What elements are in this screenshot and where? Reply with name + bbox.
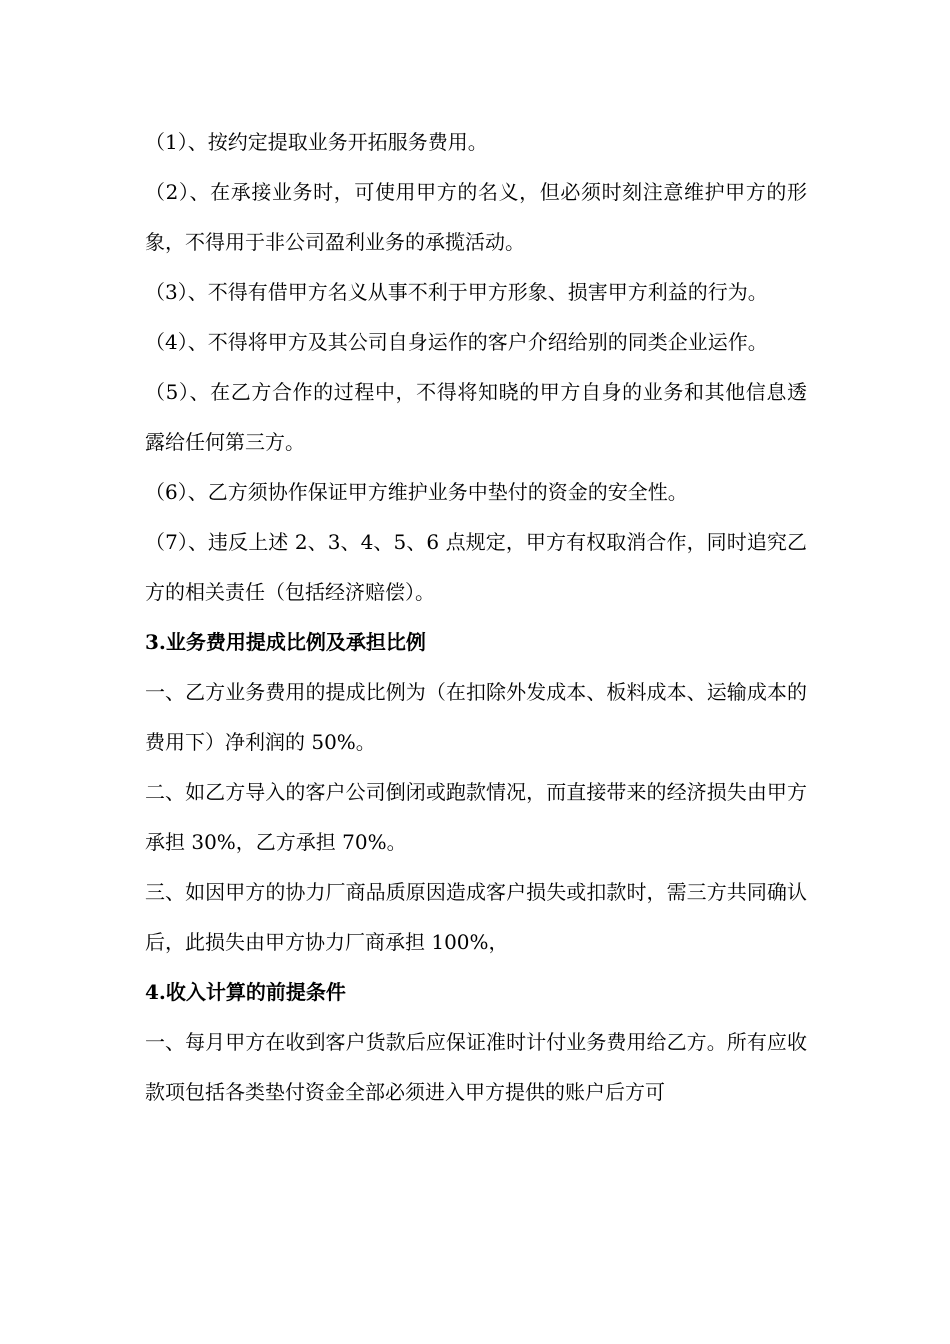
section-heading-3: 3.业务费用提成比例及承担比例 xyxy=(145,630,426,654)
clause-1: （1）、按约定提取业务开拓服务费用。 xyxy=(145,130,488,154)
clause-5: （5）、在乙方合作的过程中，不得将知晓的甲方自身的业务和其他信息透露给任何第三方。 xyxy=(145,380,807,454)
section-3-item-1: 一、乙方业务费用的提成比例为（在扣除外发成本、板料成本、运输成本的费用下）净利润的 50%。 xyxy=(145,680,807,754)
clause-2: （2）、在承接业务时，可使用甲方的名义，但必须时刻注意维护甲方的形象，不得用于非公司盈利业务的承揽活动。 xyxy=(145,180,807,254)
section-heading-4: 4.收入计算的前提条件 xyxy=(145,980,346,1004)
clause-6: （6）、乙方须协作保证甲方维护业务中垫付的资金的安全性。 xyxy=(145,480,688,504)
section-3-item-2: 二、如乙方导入的客户公司倒闭或跑款情况，而直接带来的经济损失由甲方承担 30%，乙方承担 70%。 xyxy=(145,780,807,854)
clause-3: （3）、不得有借甲方名义从事不利于甲方形象、损害甲方利益的行为。 xyxy=(145,280,768,304)
clause-7: （7）、违反上述 2、3、4、5、6 点规定，甲方有权取消合作，同时追究乙方的相关责任（包括经济赔偿）。 xyxy=(145,530,807,604)
section-4-item-1: 一、每月甲方在收到客户货款后应保证准时计付业务费用给乙方。所有应收款项包括各类垫付资金全部必须进入甲方提供的账户后方可 xyxy=(145,1030,807,1104)
section-3-item-3: 三、如因甲方的协力厂商品质原因造成客户损失或扣款时，需三方共同确认后，此损失由甲方协力厂商承担 100%， xyxy=(145,880,807,954)
document-body xyxy=(145,117,807,1117)
clause-4: （4）、不得将甲方及其公司自身运作的客户介绍给别的同类企业运作。 xyxy=(145,330,768,354)
